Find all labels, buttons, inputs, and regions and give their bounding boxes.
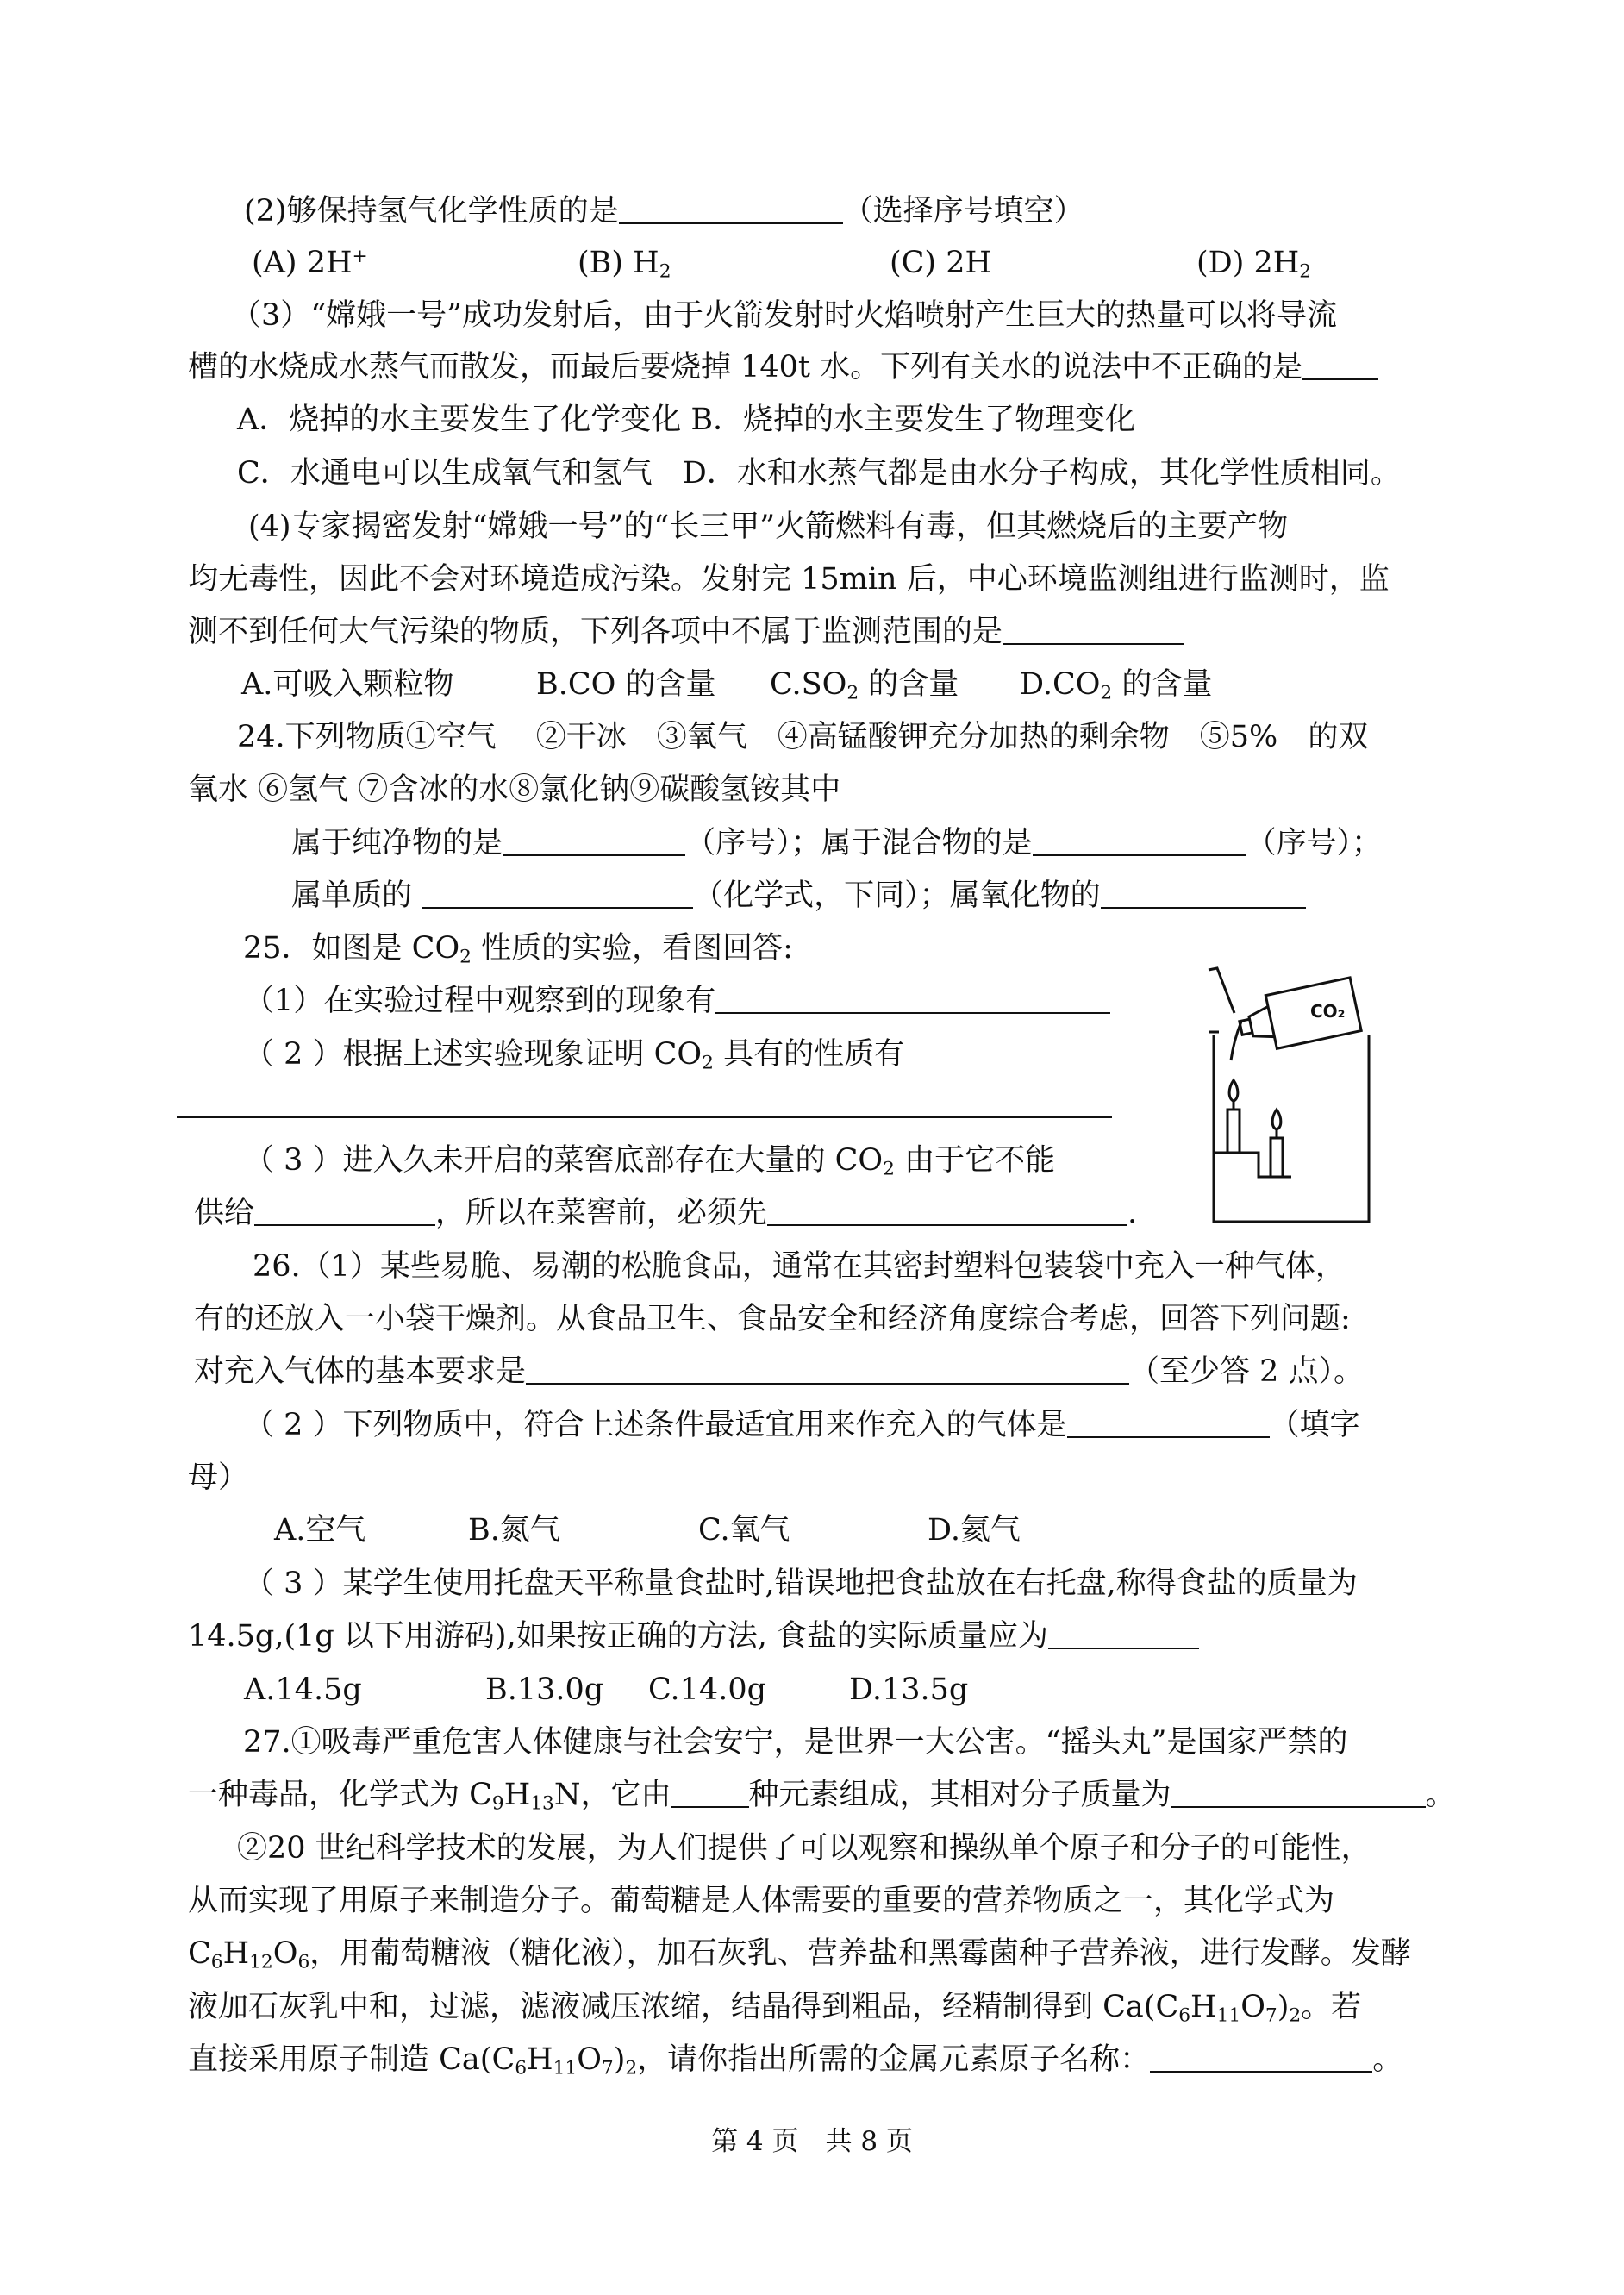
q25-stem: 25．如图是 $CO_2$ 性质的实验，看图回答: <box>243 931 793 968</box>
beaker <box>1214 1035 1369 1222</box>
q27-p2-line3: $C_6H_{12}O_6$，用葡萄糖液（糖化液），加石灰乳、营养盐和黑霉菌种子营养液，进行发酵。发酵 <box>188 1936 1411 1973</box>
lower-candle-flame <box>1272 1110 1281 1129</box>
q23-p4-option-a: A.可吸入颗粒物 <box>241 667 454 702</box>
answer-blank[interactable] <box>254 1195 435 1226</box>
answer-blank[interactable] <box>1048 1618 1199 1649</box>
q27-p2-line2: 从而实现了用原子来制造分子。葡萄糖是人体需要的重要的营养物质之一，其化学式为 <box>188 1884 1335 1918</box>
answer-blank[interactable] <box>1033 825 1246 856</box>
lower-candle <box>1271 1138 1283 1177</box>
q24-line1: 24.下列物质①空气 ②干冰 ③氧气 ④高锰酸钾充分加热的剩余物 ⑤5% 的双 <box>237 720 1369 754</box>
q24-line2: 氧水 ⑥氢气 ⑦含冰的水⑧氯化钠⑨碳酸氢铵其中 <box>188 772 841 807</box>
q23-p2-option-b: (B) $H_2$ <box>578 246 671 283</box>
q27-p2-line1: ②20 世纪科学技术的发展，为人们提供了可以观察和操纵单个原子和分子的可能性， <box>237 1831 1371 1866</box>
answer-blank[interactable] <box>1171 1777 1426 1808</box>
text: （选择序号填空） <box>842 194 1084 228</box>
q27-p1-line1: 27.①吸毒严重危害人体健康与社会安宁，是世界一大公害。“摇头丸”是国家严禁的 <box>243 1725 1348 1760</box>
q25-p3-line2: 供给 ，所以在菜窖前，必须先 . <box>194 1196 1138 1230</box>
q26-p3-option-a: A.14.5g <box>244 1673 362 1707</box>
answer-blank[interactable] <box>671 1777 749 1808</box>
q23-p4-option-d: $D.CO_2$ 的含量 <box>1020 667 1213 704</box>
answer-blank[interactable] <box>503 825 685 856</box>
q24-line3: 属于纯净物的是 （序号）；属于混合物的是 （序号）； <box>291 826 1383 860</box>
glucose-formula: $C_6H_{12}O_6$ <box>188 1936 310 1973</box>
q26-p1-line3: 对充入气体的基本要求是 （至少答 2 点）。 <box>194 1354 1365 1389</box>
step-stand <box>1214 1153 1291 1177</box>
q23-p2-option-d: (D) $2H_2$ <box>1196 246 1312 283</box>
q27-p1-line2: 一种毒品，化学式为 $C_9H_{13}N$，它由 种元素组成，其相对分子质量为 。 <box>188 1778 1456 1815</box>
q23-p3-line2: 槽的水烧成水蒸气而散发，而最后要烧掉 140t 水。下列有关水的说法中不正确的是 <box>188 347 1378 387</box>
q23-p2-option-c: (C) 2H <box>890 246 992 280</box>
q26-p1-line1: 26.（1）某些易脆、易潮的松脆食品，通常在其密封塑料包装袋中充入一种气体， <box>253 1249 1346 1284</box>
answer-blank[interactable] <box>422 878 693 909</box>
q23-p4-option-c: $C.SO_2$ 的含量 <box>770 667 959 704</box>
q23-p3-options-cd: C．水通电可以生成氧气和氢气 D．水和水蒸气都是由水分子构成，其化学性质相同。 <box>237 456 1401 491</box>
upper-candle <box>1227 1110 1240 1153</box>
q26-p2-option-a: A.空气 <box>274 1513 366 1548</box>
answer-blank[interactable] <box>767 1195 1127 1226</box>
answer-blank[interactable] <box>1003 614 1184 645</box>
q26-p3-line2: 14.5g,(1g 以下用游码),如果按正确的方法, 食盐的实际质量应为 <box>188 1617 1199 1656</box>
q23-p4-line1: (4)专家揭密发射“嫦娥一号”的“长三甲”火箭燃料有毒，但其燃烧后的主要产物 <box>248 510 1289 544</box>
q26-p3-option-b: B.13.0g <box>485 1673 604 1707</box>
q23-p4-line3: 测不到任何大气污染的物质，下列各项中不属于监测范围的是 <box>188 612 1184 652</box>
q23-p2-stem <box>244 191 1084 231</box>
q26-p2-line2: 母） <box>188 1460 249 1495</box>
answer-blank[interactable] <box>1302 349 1378 380</box>
q23-p3-line1: （3）“嫦娥一号”成功发射后，由于火箭发射时火焰喷射产生巨大的热量可以将导流 <box>231 298 1338 333</box>
q25-p2: （ 2 ）根据上述实验现象证明 $CO_2$ 具有的性质有 <box>244 1037 905 1074</box>
answer-blank[interactable] <box>1067 1407 1270 1438</box>
q25-p3-line1: （ 3 ）进入久未开启的菜窖底部存在大量的 $CO_2$ 由于它不能 <box>244 1143 1056 1180</box>
q23-p2-option-a: (A) 2H+ <box>252 246 368 280</box>
upper-candle-flame <box>1229 1080 1238 1101</box>
q27-p2-line4: 液加石灰乳中和，过滤，滤液减压浓缩，结晶得到粗品，经精制得到 $Ca(C_6H_{11}O_7)_2$。若 <box>188 1990 1362 2027</box>
q26-p3-option-d: D.13.5g <box>849 1673 969 1707</box>
answer-blank[interactable] <box>619 193 843 224</box>
answer-blank[interactable] <box>1150 2042 1372 2073</box>
co2-experiment-figure <box>1198 953 1388 1237</box>
q24-line4: 属单质的 （化学式，下同）；属氧化物的 <box>291 876 1306 916</box>
q23-p4-option-b: B.CO 的含量 <box>536 667 716 702</box>
q23-p4-line2: 均无毒性，因此不会对环境造成污染。发射完 15min 后，中心环境监测组进行监测时，监 <box>188 562 1390 597</box>
q26-p2-option-d: D.氦气 <box>928 1513 1021 1548</box>
answer-blank[interactable] <box>715 983 1110 1014</box>
co2-bottle-label: CO₂ <box>1310 1001 1346 1022</box>
q23-p3-options-ab: A．烧掉的水主要发生了化学变化 B．烧掉的水主要发生了物理变化 <box>237 403 1136 437</box>
q25-p1: （1）在实验过程中观察到的现象有 <box>244 981 1110 1021</box>
q26-p2-line1: （ 2 ）下列物质中，符合上述条件最适宜用来作充入的气体是 （填字 <box>244 1408 1360 1442</box>
answer-blank[interactable] <box>526 1354 1129 1385</box>
text: (2)够保持氢气化学性质的是 <box>244 194 619 228</box>
q26-p3-option-c: C.14.0g <box>648 1673 766 1707</box>
answer-blank[interactable] <box>1101 878 1306 909</box>
pour-stream <box>1231 1022 1241 1060</box>
calcium-gluconate-formula: $Ca(C_6H_{11}O_7)_2$ <box>439 2042 638 2079</box>
q26-p2-option-c: C.氧气 <box>698 1513 790 1548</box>
page-footer: 第 4 页 共 8 页 <box>711 2126 913 2157</box>
q26-p2-option-b: B.氮气 <box>468 1513 560 1548</box>
q25-p2-answer-blank[interactable] <box>177 1116 1112 1118</box>
q26-p3-line1: （ 3 ）某学生使用托盘天平称量食盐时,错误地把食盐放在右托盘,称得食盐的质量为 <box>244 1566 1358 1601</box>
q26-p1-line2: 有的还放入一小袋干燥剂。从食品卫生、食品安全和经济角度综合考虑，回答下列问题: <box>194 1302 1351 1336</box>
calcium-gluconate-formula: $Ca(C_6H_{11}O_7)_2$ <box>1102 1990 1302 2027</box>
q27-p2-line5: 直接采用原子制造 $Ca(C_6H_{11}O_7)_2$，请你指出所需的金属元素原子名称： 。 <box>188 2042 1403 2079</box>
